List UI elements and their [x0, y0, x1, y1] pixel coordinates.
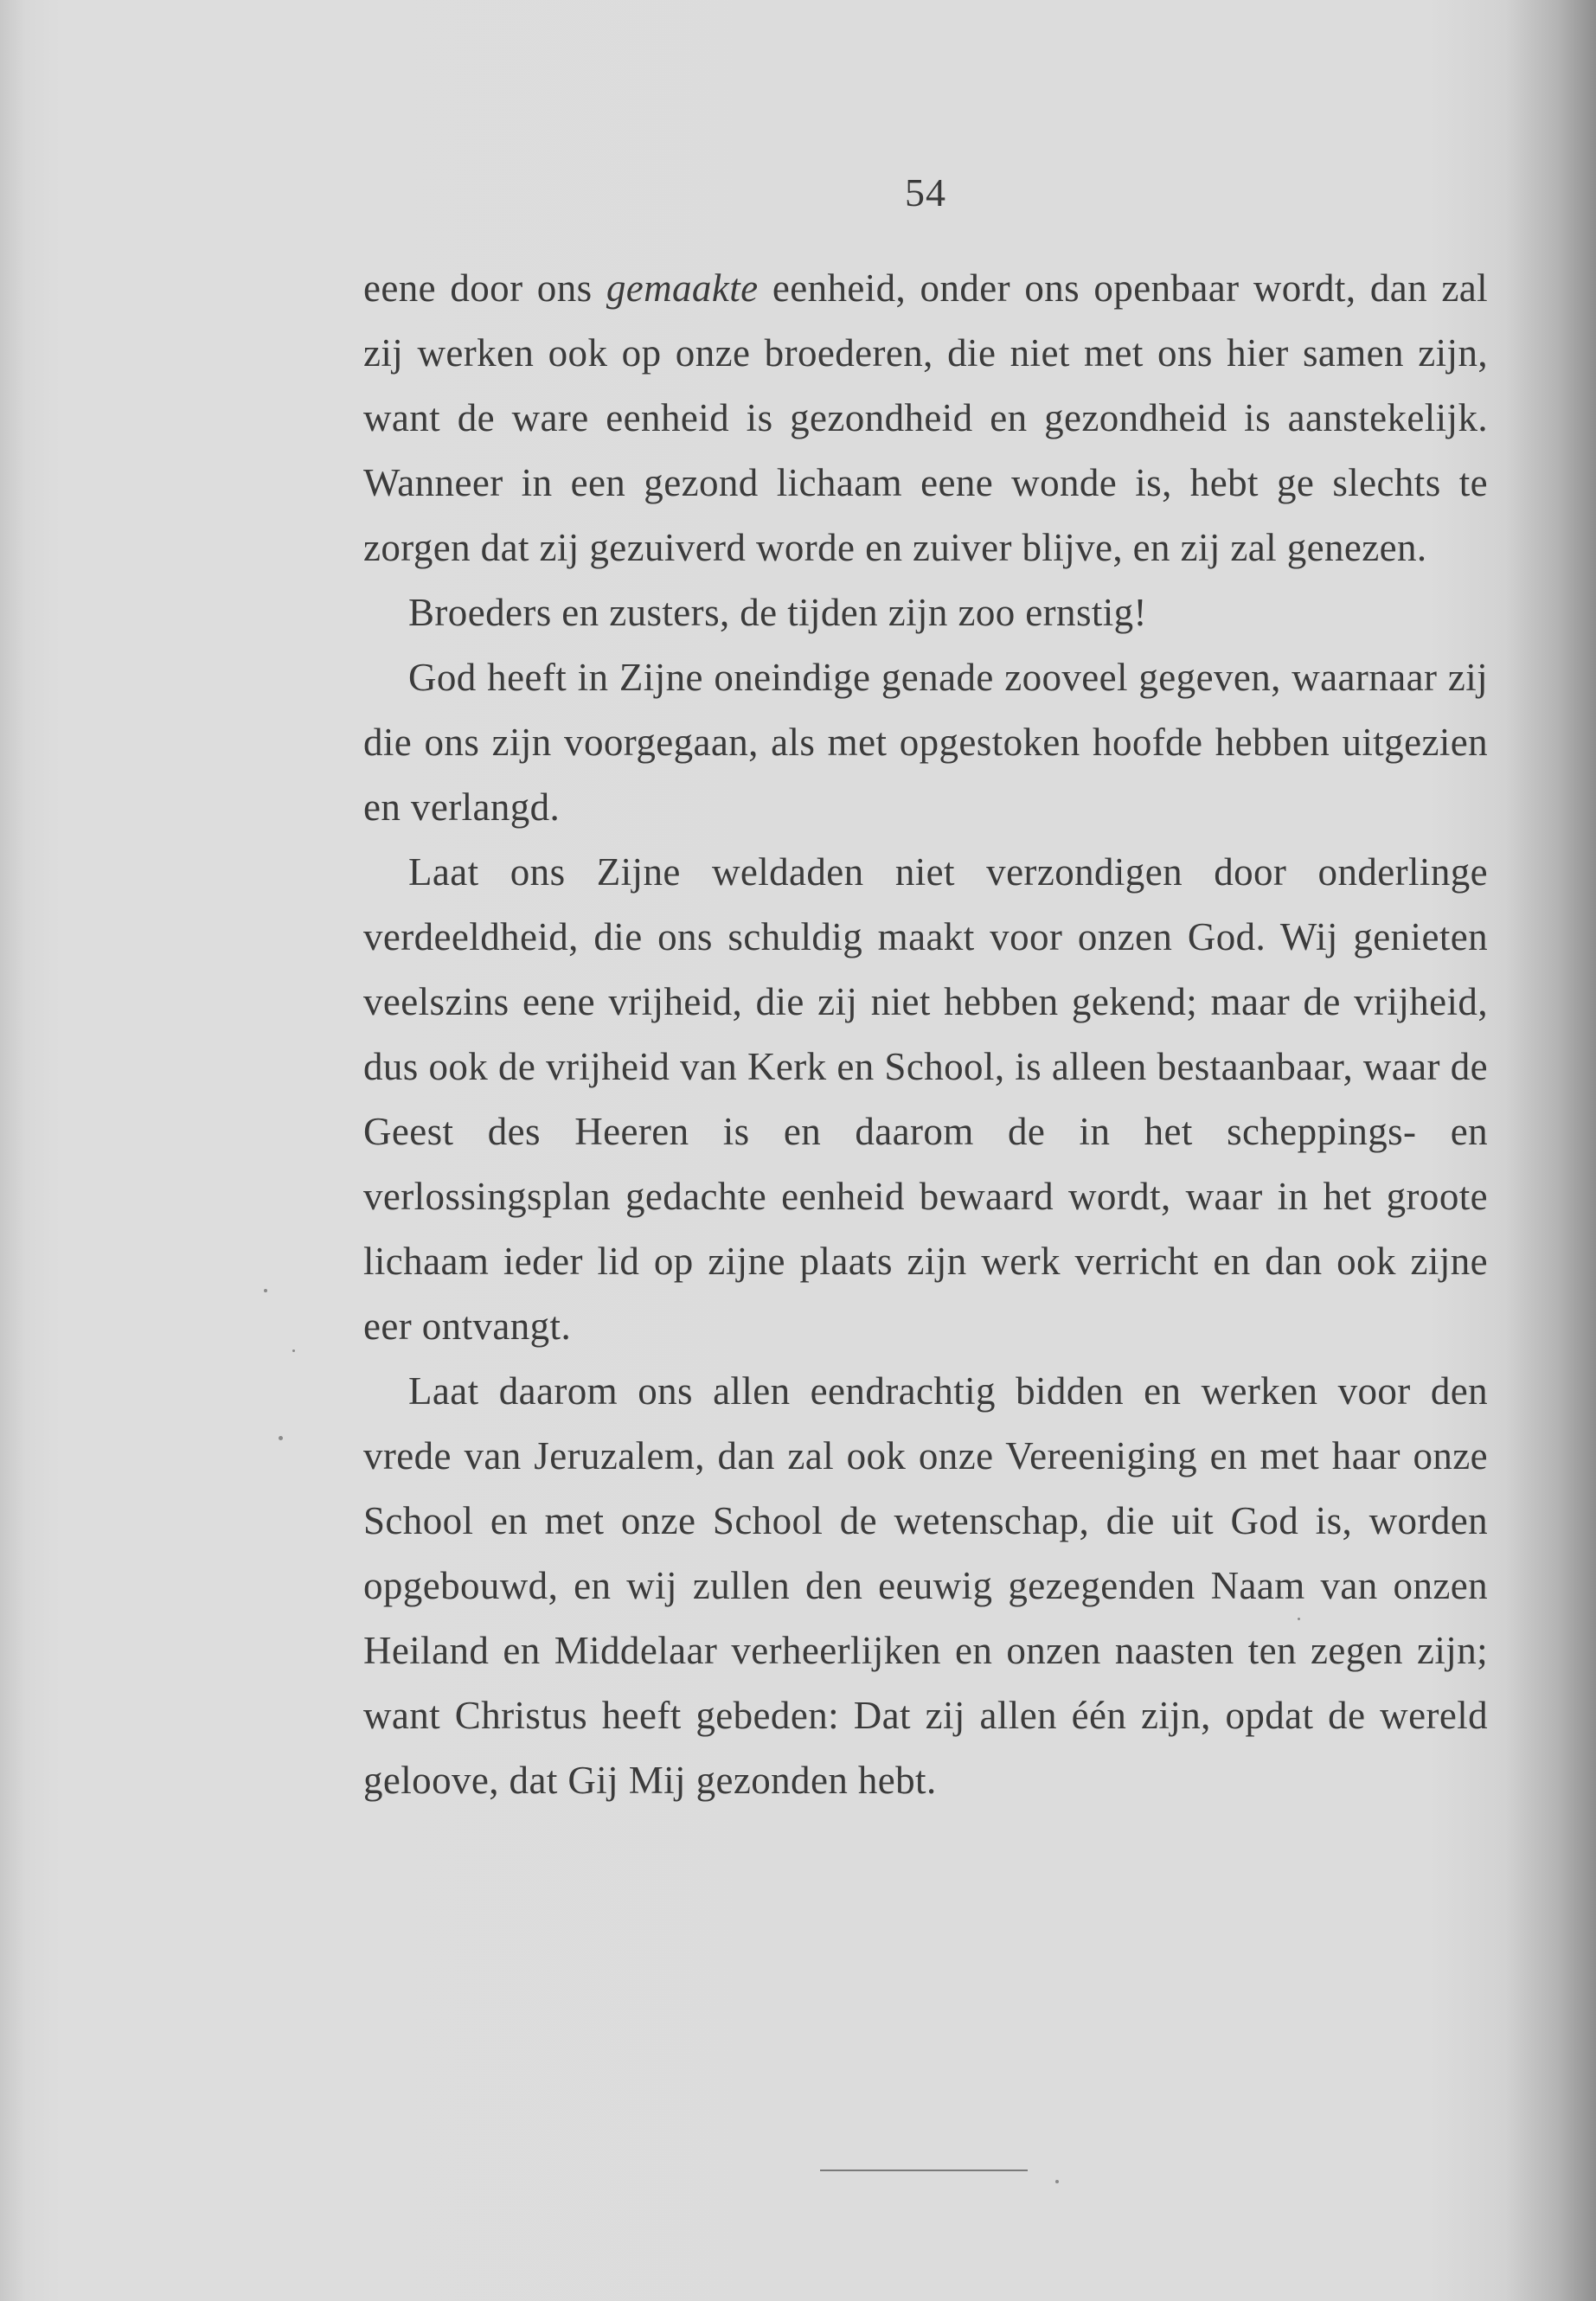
- paper-speck: [279, 1436, 283, 1440]
- end-rule-divider: [820, 2170, 1028, 2171]
- emphasized-word: gemaakte: [606, 266, 759, 310]
- paper-speck: [292, 1349, 295, 1352]
- paragraph-1: [363, 256, 1488, 580]
- paragraph-4: Laat ons Zijne weldaden niet verzondigen door onderlinge verdeeldheid, die ons schuldig maakt voor onzen God. Wij genieten veelszins eene vrijheid, die zij niet hebben gekend; maar de vrijheid, dus ook de vrijheid van Kerk en School, is alleen bestaanbaar, waar de Geest des Heeren is en daarom de in het scheppings- en verlossingsplan gedachte eenheid bewaard wordt, waar in het groote lichaam ieder lid op zijne plaats zijn werk verricht en dan ook zijne eer ontvangt.: [363, 850, 1488, 1348]
- paragraph-1-rest: eenheid, onder ons openbaar wordt, dan zal zij werken ook op onze broederen, die niet met ons hier samen zijn, want de ware eenheid is gezondheid en gezondheid is aanstekelijk. Wanneer in een gezond lichaam eene wonde is, hebt ge slechts te zorgen dat zij gezuiverd worde en zuiver blijve, en zij zal genezen.: [363, 266, 1488, 569]
- paragraph-3: God heeft in Zijne oneindige genade zooveel gegeven, waarnaar zij die ons zijn voorgegaan, als met opgestoken hoofde hebben uitgezien en verlangd.: [363, 656, 1488, 829]
- paper-speck: [264, 1289, 267, 1292]
- paragraph-2: Broeders en zusters, de tijden zijn zoo ernstig!: [408, 591, 1147, 634]
- paragraph-1-start: eene door ons: [363, 266, 606, 310]
- page-number: 54: [905, 170, 946, 215]
- body-text: [363, 256, 1488, 1813]
- paragraph-5: Laat daarom ons allen eendrachtig bidden en werken voor den vrede van Jeruzalem, dan zal ook onze Vereeniging en met haar onze School en met onze School de wetenschap, die uit God is, worden opgebouwd, en wij zullen den eeuwig gezegenden Naam van onzen Heiland en Middelaar verheerlijken en onzen naasten ten zegen zijn; want Christus heeft gebeden: Dat zij allen één zijn, opdat de wereld geloove, dat Gij Mij gezonden hebt.: [363, 1369, 1488, 1802]
- paper-speck: [1298, 1618, 1300, 1620]
- paper-speck: [1055, 2180, 1059, 2183]
